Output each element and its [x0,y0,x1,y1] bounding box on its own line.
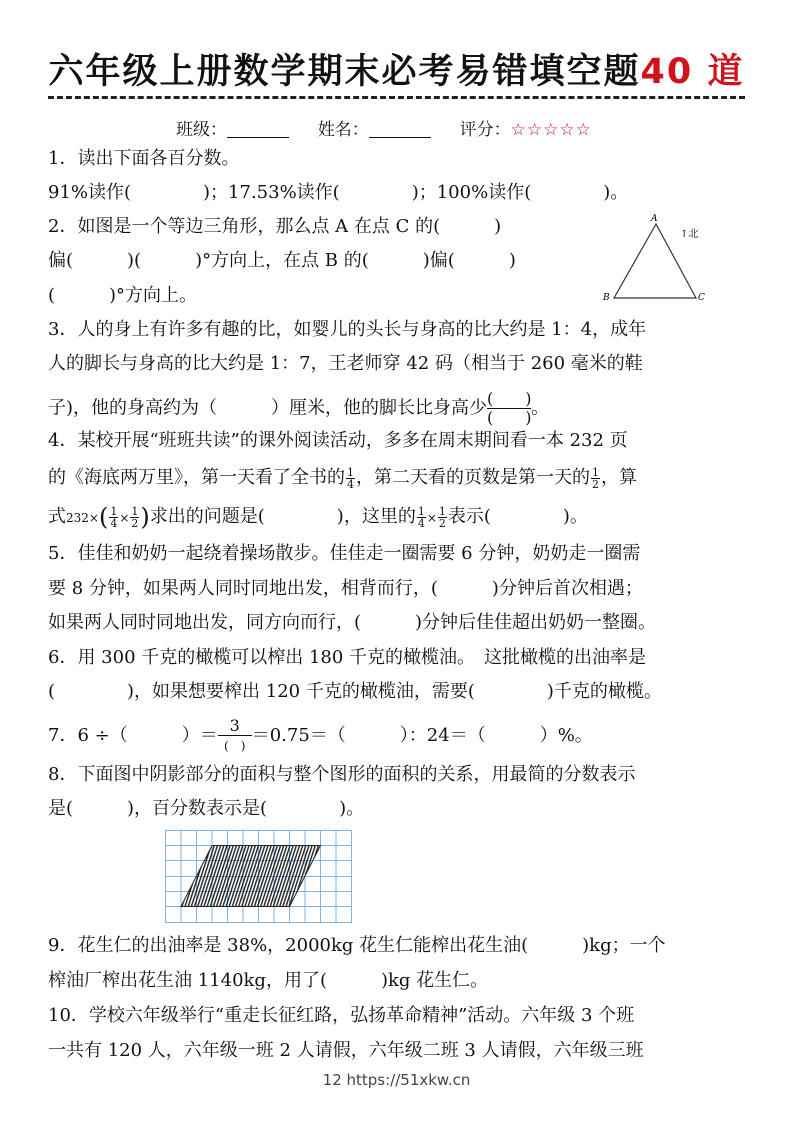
q7-line: 7．6 ÷（ ）＝ $\frac{3}{( )}=0.75=$（ ）：24＝（ ）%。 [48,716,593,753]
q4-line-2: 的《海底两万里》，第一天看了全书的 $\frac{1}{4}$ ，第二天看的页数是第一天的 $\frac{1}{2}$ ，算 [48,465,637,491]
q6-line-2: ( )，如果想要榨出 120 千克的橄榄油，需要( )千克的橄榄。 [48,681,662,702]
q2-line-1: 2．如图是一个等边三角形，那么点 A 在点 C 的( ) [48,216,502,237]
q1-line-1: 1．读出下面各百分数。 [48,148,240,169]
q8-line-1: 8．下面图中阴影部分的面积与整个图形的面积的关系，用最简的分数表示 [48,764,636,785]
q3-line-2: 人的脚长与身高的比大约是 1：7，王老师穿 42 码（相当于 260 毫米的鞋 [48,353,643,374]
q3-line-3: 子)，他的身高约为（ ）厘米，他的脚长比身高少 $\frac{( )}{( )}$。 [48,389,550,427]
page-footer-url[interactable]: 12 https://51xkw.cn [322,1071,471,1089]
score-label: 评分： [459,120,511,140]
score-stars: ☆☆☆☆☆ [510,120,592,140]
q4-line-1: 4．某校开展“班班共读”的课外阅读活动，多多在周末期间看一本 232 页 [48,430,628,451]
q7-fraction: $\frac{3}{( )}$ [218,717,252,755]
label-b: B [603,293,610,303]
q8-line-2: 是( )，百分数表示是( )。 [48,798,365,819]
name-label: 姓名： [317,120,369,140]
q2-line-3: ( )°方向上。 [48,285,198,306]
title-divider [48,96,745,99]
grid-parallelogram-figure [165,830,352,923]
q3-fraction-blank[interactable]: $\frac{( )}{( )}$ [487,389,532,427]
q2-line-2: 偏( )( )°方向上，在点 B 的( )偏( ) [48,250,516,271]
label-c: C [698,293,705,303]
q3-line-1: 3．人的身上有许多有趣的比，如婴儿的头长与身高的比大约是 1：4，成年 [48,319,647,340]
q1-line-2: 91%读作( )；17.53%读作( )；100%读作( )。 [48,182,629,203]
label-a: A [651,214,658,224]
q6-line-1: 6．用 300 千克的橄榄可以榨出 180 千克的橄榄油。 这批橄榄的出油率是 [48,647,647,668]
class-field[interactable] [227,121,289,138]
name-field[interactable] [369,121,431,138]
q10-line-1: 10．学校六年级举行“重走长征红路，弘扬革命精神”活动。六年级 3 个班 [48,1005,635,1026]
page-title: 六年级上册数学期末必考易错填空题40 道 [48,52,745,92]
q5-line-1: 5．佳佳和奶奶一起绕着操场散步。佳佳走一圈需要 6 分钟，奶奶走一圈需 [48,543,641,564]
class-label: 班级： [176,120,227,140]
shaded-parallelogram [181,846,321,907]
q9-line-2: 榨油厂榨出花生油 1140kg，用了( )kg 花生仁。 [48,970,489,991]
q10-line-2: 一共有 120 人，六年级一班 2 人请假，六年级二班 3 人请假，六年级三班 [48,1040,644,1061]
north-arrow-icon: ↑北 [680,229,699,240]
fraction-one-half: $\frac{1}{2}$ [592,465,599,491]
student-info-row [176,115,592,140]
q5-line-3: 如果两人同时同地出发，同方向而行，( )分钟后佳佳超出奶奶一整圈。 [48,612,657,633]
q4-line-3: 式232×( $\frac{1}{4}$ × $\frac{1}{2}$ )求出的问题是( )，这里的 $\frac{1}{4}$ × $\frac{1}{2}$ 表示( )。 [48,503,588,531]
fraction-one-quarter: $\frac{1}{4}$ [347,465,354,491]
equilateral-triangle-figure [598,212,718,304]
title-highlight: 40 道 [640,52,745,92]
q9-line-1: 9．花生仁的出油率是 38%，2000kg 花生仁能榨出花生油( )kg；一个 [48,935,666,956]
q5-line-2: 要 8 分钟，如果两人同时同地出发，相背而行，( )分钟后首次相遇； [48,578,643,599]
